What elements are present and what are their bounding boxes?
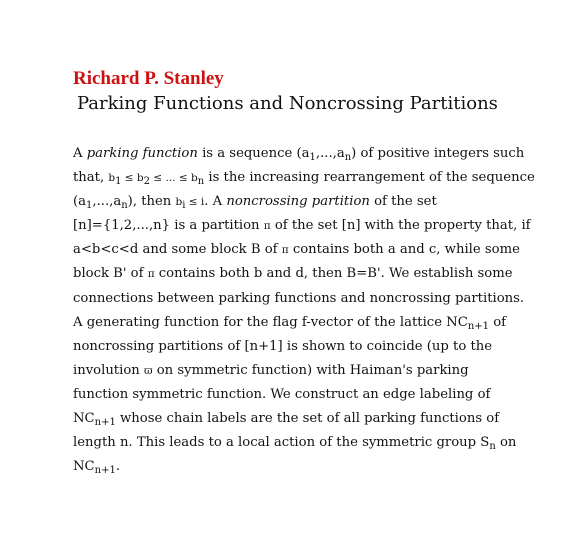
abstract-line: a<b<c<d and some block B of π contains both a and c, while some: [73, 242, 520, 258]
abstract-line: A parking function is a sequence $(a_1,...,a_n)$ of positive integers such: [73, 146, 525, 163]
abstract-line: [n]={1,2,...,n} is a partition π of the set [n] with the property that, if: [73, 218, 531, 234]
abstract-line: function symmetric function. We construct an edge labeling of: [73, 386, 491, 402]
abstract: [73, 142, 535, 479]
abstract-line: that, $b_1 \le b_2$ ≤ ... ≤ $b_n$ is the increasing rearrangement of the sequence: [73, 170, 535, 188]
abstract-line: connections between parking functions and noncrossing partitions.: [73, 290, 525, 306]
abstract-line: length n. This leads to a local action of the symmetric group $S_n$ on: [73, 435, 517, 453]
abstract-line: $(a_1,...,a_n)$, then $b_i \le i$. A noncrossing partition of the set: [73, 194, 437, 212]
abstract-line: noncrossing partitions of [n+1] is shown to coincide (up to the: [73, 338, 493, 354]
paper-title: Parking Functions and Noncrossing Partitions: [77, 93, 498, 114]
author-name: Richard P. Stanley: [73, 68, 224, 89]
abstract-line: block B' of π contains both b and d, then B=B'. We establish some: [73, 266, 513, 282]
term-noncrossing-partition: noncrossing partition: [226, 194, 370, 210]
abstract-line: involution ϖ on symmetric function) with Haiman's parking: [73, 362, 469, 378]
abstract-line: A generating function for the flag f-vector of the lattice $NC_{n+1}$ of: [73, 314, 507, 332]
abstract-line: $NC_{n+1}$ whose chain labels are the set of all parking functions of: [73, 411, 500, 429]
abstract-line: $NC_{n+1}$.: [73, 459, 121, 477]
term-parking-function: parking function: [86, 146, 198, 161]
